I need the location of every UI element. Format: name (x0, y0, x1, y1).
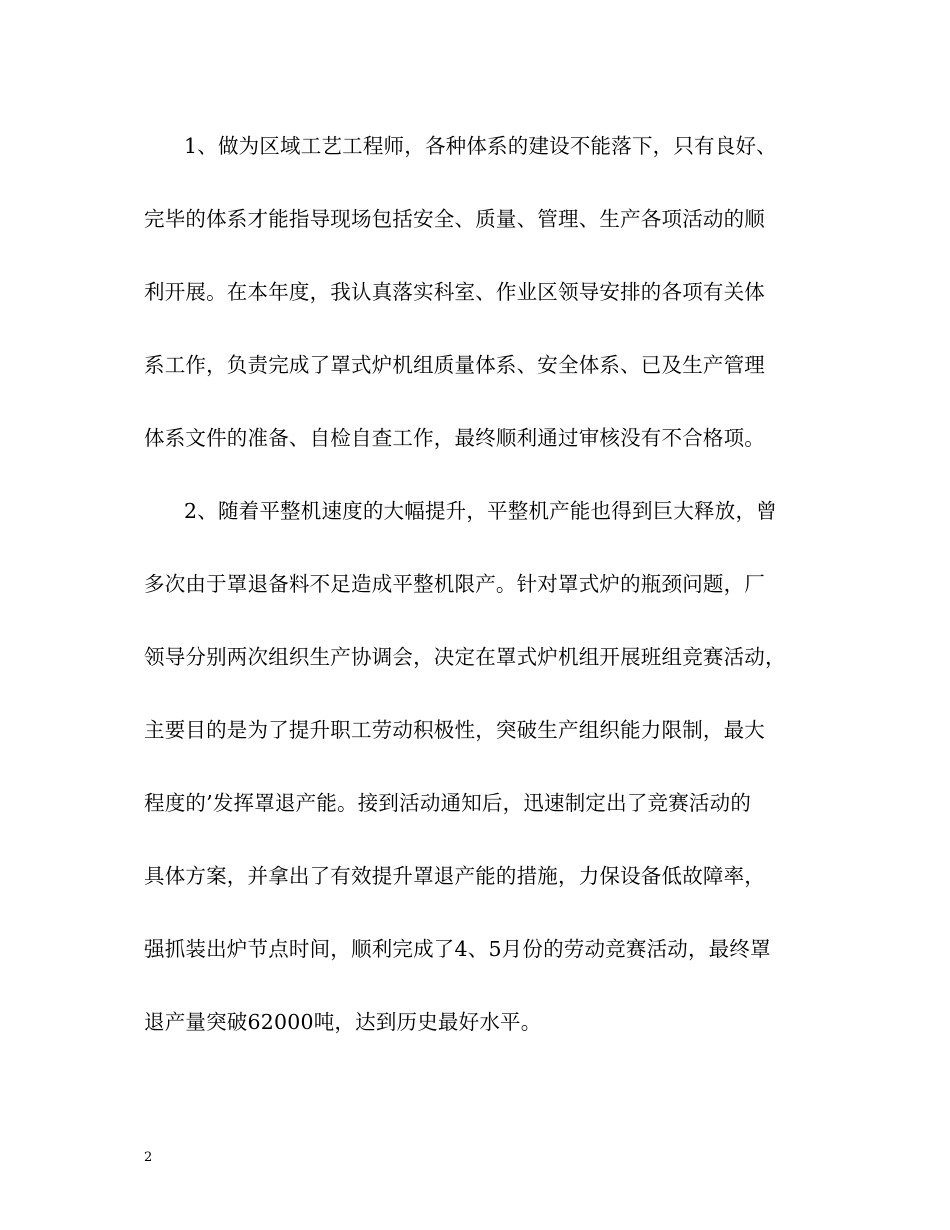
paragraph-2-line-2: 多次由于罩退备料不足造成平整机限产。针对罩式炉的瓶颈问题，厂 (144, 572, 765, 596)
paragraph-2-line-7: 强抓装出炉节点时间，顺利完成了4、5月份的劳动竞赛活动，最终罩 (144, 937, 771, 961)
paragraph-2-line-3: 领导分别两次组织生产协调会，决定在罩式炉机组开展班组竞赛活动， (144, 645, 786, 669)
paragraph-2-line-6: 具体方案，并拿出了有效提升罩退产能的措施，力保设备低故障率， (144, 864, 765, 888)
paragraph-2-line-8: 退产量突破62000吨，达到历史最好水平。 (144, 1010, 542, 1034)
paragraph-1-line-5: 体系文件的准备、自检自查工作，最终顺利通过审核没有不合格项。 (144, 426, 765, 450)
paragraph-1-line-1: 1、做为区域工艺工程师，各种体系的建设不能落下，只有良好、 (184, 134, 777, 158)
page-number: 2 (144, 1150, 153, 1165)
paragraph-1-line-3: 利开展。在本年度，我认真落实科室、作业区领导安排的各项有关体 (144, 280, 765, 304)
paragraph-1-line-2: 完毕的体系才能指导现场包括安全、质量、管理、生产各项活动的顺 (144, 207, 765, 231)
paragraph-2-line-4: 主要目的是为了提升职工劳动积极性，突破生产组织能力限制，最大 (144, 718, 765, 742)
paragraph-2-line-1: 2、随着平整机速度的大幅提升，平整机产能也得到巨大释放，曾 (184, 499, 777, 523)
paragraph-1-line-4: 系工作，负责完成了罩式炉机组质量体系、安全体系、已及生产管理 (144, 353, 765, 377)
paragraph-2-line-5: 程度的’发挥罩退产能。接到活动通知后，迅速制定出了竞赛活动的 (144, 791, 752, 815)
